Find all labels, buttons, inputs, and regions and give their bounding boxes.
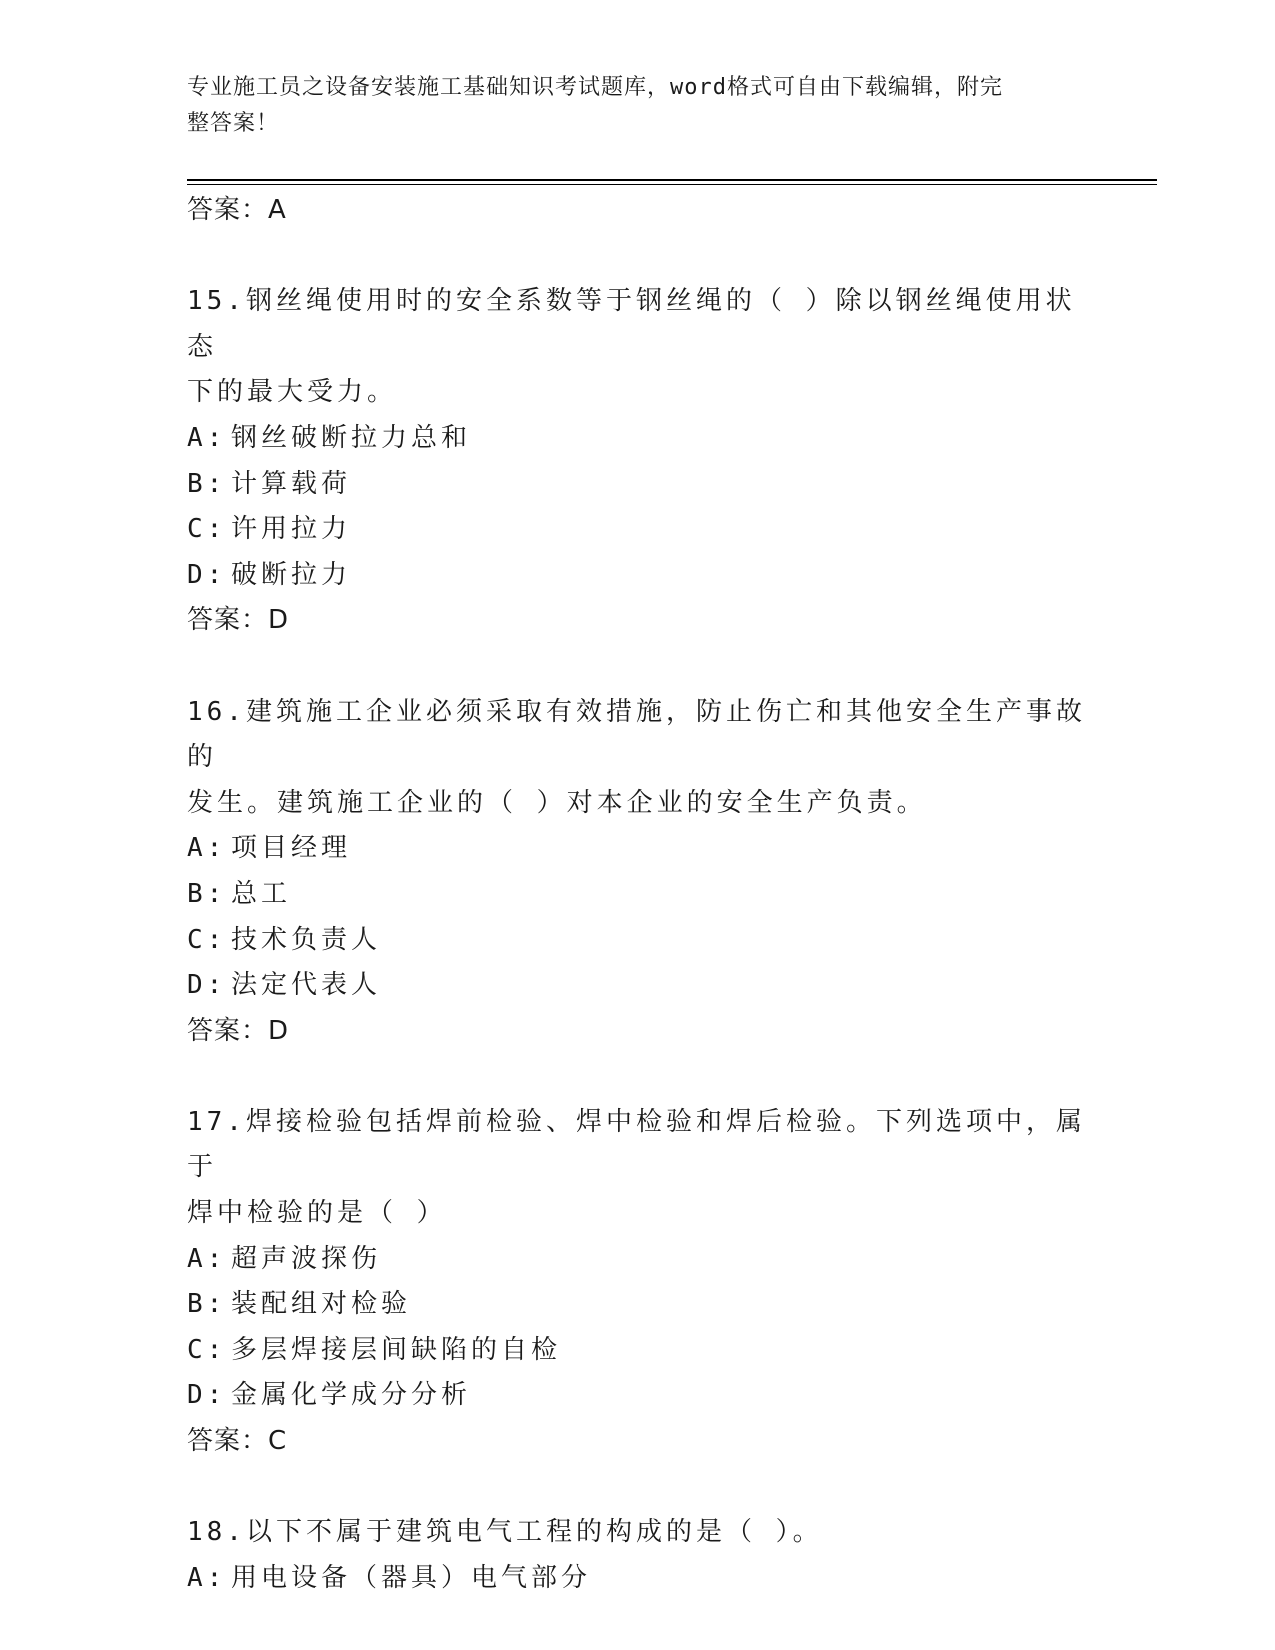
option-letter: B: bbox=[187, 878, 227, 909]
header-divider-thin bbox=[187, 184, 1157, 185]
answer-label: 答案：A bbox=[187, 195, 287, 225]
option-letter: A: bbox=[187, 833, 227, 864]
header-line-2: 整答案！ bbox=[187, 111, 280, 136]
answer-label: 答案：D bbox=[187, 605, 290, 636]
question-stem-line: 16.建筑施工企业必须采取有效措施，防止伤亡和其他安全生产事故的 bbox=[187, 696, 1086, 773]
question-block bbox=[187, 279, 1087, 644]
option-letter: A: bbox=[187, 1243, 227, 1274]
question-block bbox=[187, 690, 1087, 1055]
question-stem-line: 17.焊接检验包括焊前检验、焊中检验和焊后检验。下列选项中，属于 bbox=[187, 1106, 1086, 1183]
question-block bbox=[187, 1510, 1087, 1601]
spacer bbox=[187, 1465, 1087, 1511]
option-c bbox=[187, 507, 1087, 553]
option-b bbox=[187, 462, 1087, 508]
option-letter: B: bbox=[187, 1289, 227, 1320]
option-text: 多层焊接层间缺陷的自检 bbox=[231, 1334, 562, 1365]
question-stem-line: 15.钢丝绳使用时的安全系数等于钢丝绳的（ ）除以钢丝绳使用状态 bbox=[187, 286, 1076, 362]
spacer bbox=[187, 234, 1087, 280]
option-letter: D: bbox=[187, 1380, 227, 1411]
option-d bbox=[187, 553, 1087, 599]
option-b bbox=[187, 1282, 1087, 1328]
question-list bbox=[187, 188, 1087, 1601]
option-text: 计算载荷 bbox=[231, 468, 352, 499]
option-c bbox=[187, 918, 1087, 964]
answer-label: 答案：D bbox=[187, 1015, 290, 1046]
option-letter: A: bbox=[187, 1562, 227, 1593]
option-letter: C: bbox=[187, 924, 227, 955]
option-c bbox=[187, 1328, 1087, 1374]
option-text: 法定代表人 bbox=[231, 970, 382, 1001]
option-text: 金属化学成分分析 bbox=[231, 1380, 472, 1411]
option-text: 总工 bbox=[231, 878, 292, 909]
question-block bbox=[187, 1100, 1087, 1465]
option-d bbox=[187, 963, 1087, 1009]
option-text: 装配组对检验 bbox=[231, 1289, 412, 1320]
spacer bbox=[187, 1054, 1087, 1100]
option-text: 钢丝破断拉力总和 bbox=[231, 422, 472, 453]
option-letter: B: bbox=[187, 468, 227, 499]
question-stem-line: 焊中检验的是（ ） bbox=[187, 1198, 447, 1229]
option-letter: C: bbox=[187, 514, 227, 545]
header-line-1: 专业施工员之设备安装施工基础知识考试题库，word格式可自由下载编辑，附完 bbox=[187, 75, 1003, 100]
option-letter: D: bbox=[187, 970, 227, 1001]
option-text: 用电设备（器具）电气部分 bbox=[231, 1562, 592, 1593]
question-stem-line: 发生。建筑施工企业的（ ）对本企业的安全生产负责。 bbox=[187, 787, 927, 818]
answer-label: 答案：C bbox=[187, 1426, 288, 1457]
option-text: 技术负责人 bbox=[231, 924, 382, 955]
option-a bbox=[187, 1556, 1087, 1602]
option-text: 破断拉力 bbox=[231, 559, 352, 590]
spacer bbox=[187, 644, 1087, 690]
option-letter: D: bbox=[187, 559, 227, 590]
option-a bbox=[187, 416, 1087, 462]
option-text: 超声波探伤 bbox=[231, 1243, 382, 1274]
question-stem-line: 18.以下不属于建筑电气工程的构成的是（ ）。 bbox=[187, 1517, 823, 1548]
option-letter: A: bbox=[187, 422, 227, 453]
option-a bbox=[187, 826, 1087, 872]
question-stem-line: 下的最大受力。 bbox=[187, 377, 398, 408]
option-b bbox=[187, 872, 1087, 918]
option-letter: C: bbox=[187, 1334, 227, 1365]
option-text: 项目经理 bbox=[231, 833, 352, 864]
option-d bbox=[187, 1373, 1087, 1419]
option-text: 许用拉力 bbox=[231, 514, 352, 545]
document-header bbox=[187, 70, 1087, 142]
option-a bbox=[187, 1237, 1087, 1283]
header-divider-thick bbox=[187, 179, 1157, 181]
